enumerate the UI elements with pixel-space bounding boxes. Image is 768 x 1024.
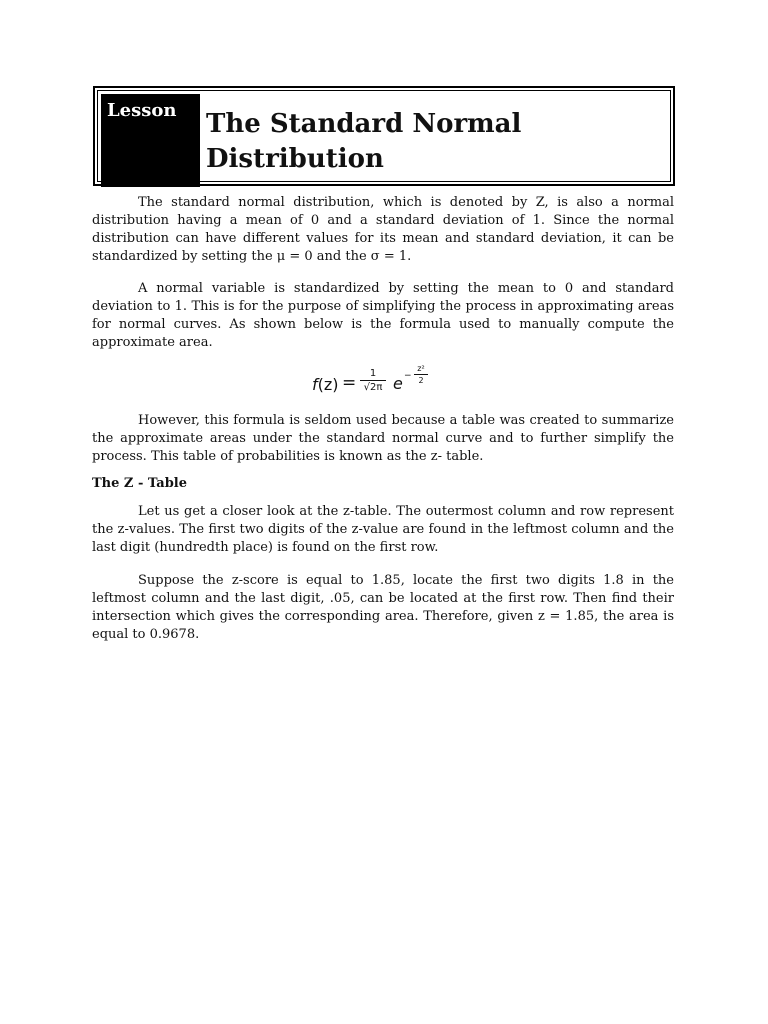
lesson-label: Lesson: [107, 100, 177, 121]
formula-denominator: √2π: [363, 382, 383, 393]
formula-exp-numerator: z²: [417, 364, 425, 373]
paragraph-intro: The standard normal distribution, which is denoted by Z, is also a normal distribution having a mean of 0 and a standard deviation of 1. Since the normal distribution can have different values for its mean and standard deviation, it can be standardized by setting the μ = 0 and the σ = 1.: [92, 195, 674, 264]
normal-density-formula: [312, 366, 472, 400]
formula-exponent: [414, 364, 428, 385]
section-heading-ztable: The Z - Table: [92, 476, 188, 491]
title-line-2: Distribution: [206, 144, 384, 174]
lesson-badge: [101, 94, 199, 187]
formula-exp-minus: −: [404, 371, 412, 381]
formula-base-e: e: [393, 374, 403, 393]
title-box: [199, 94, 667, 187]
formula-exp-denominator: 2: [418, 376, 424, 385]
paragraph-ztable-explain: Let us get a closer look at the z-table. The outermost column and row represent the z-values. The first two digits of the z-value are found in the leftmost column and the last digit (hundredth place) is found on the first row.: [92, 504, 674, 555]
page-title: [206, 107, 666, 177]
formula-numerator: 1: [369, 368, 377, 379]
paragraph-standardize: A normal variable is standardized by setting the mean to 0 and standard deviation to 1. This is for the purpose of simplifying the process in approximating areas for normal curves. As shown below is the formula used to manually compute the approximate area.: [92, 281, 674, 350]
formula-equals: =: [342, 373, 357, 393]
formula-f: f: [312, 375, 318, 394]
lesson-header: [93, 86, 675, 186]
paragraph-ztable-intro: However, this formula is seldom used because a table was created to summarize the approximate areas under the standard normal curve and to further simplify the process. This table of probabilities is known as the z- table.: [92, 413, 674, 464]
paragraph-example: Suppose the z-score is equal to 1.85, locate the first two digits 1.8 in the leftmost column and the last digit, .05, can be located at the first row. Then find their intersection which gives the corresponding area. Therefore, given z = 1.85, the area is equal to 0.9678.: [92, 573, 674, 642]
formula-fraction-bar: [360, 380, 386, 381]
formula-arg: (z): [317, 375, 339, 394]
title-line-1: The Standard Normal: [206, 109, 522, 139]
header-inner-border: [97, 90, 671, 182]
formula-fraction: [360, 368, 386, 394]
formula-lhs: [312, 375, 339, 394]
formula-exp-bar: [414, 374, 428, 375]
